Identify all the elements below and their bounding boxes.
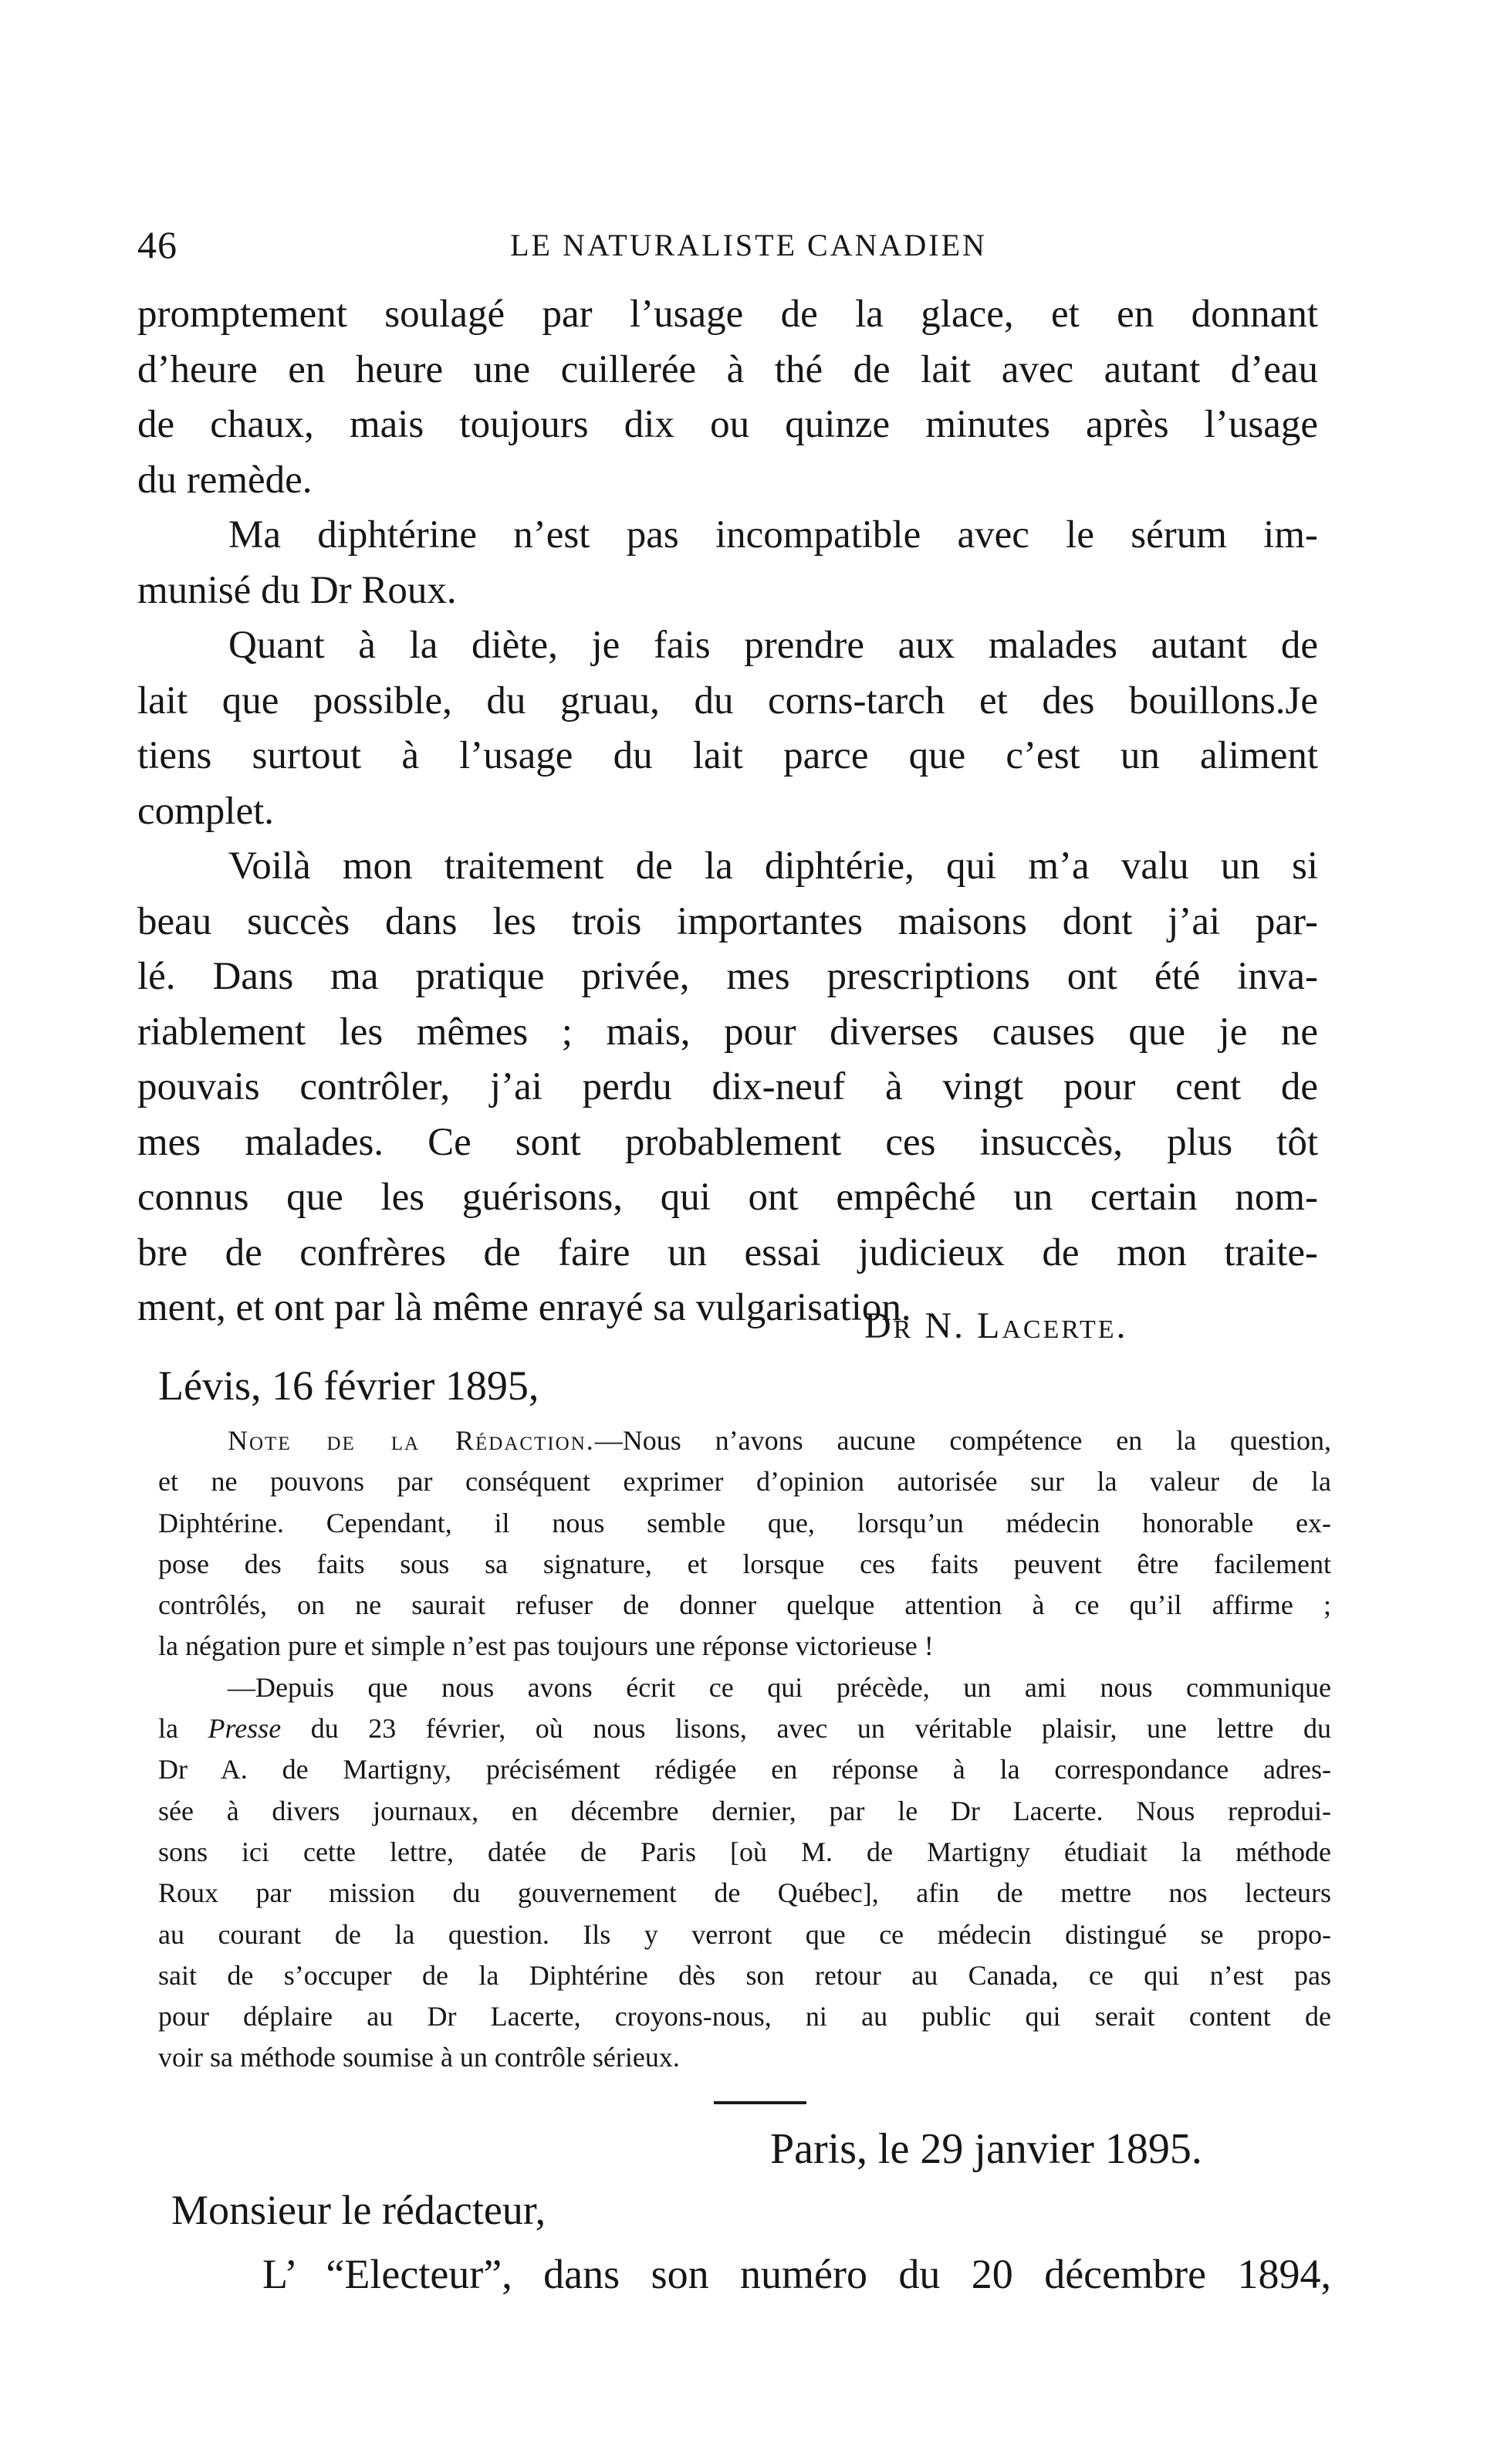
note-line (158, 1708, 1331, 1749)
body-line: complet. (137, 789, 275, 833)
note-line: et ne pouvons par conséquent exprimer d’opinion autorisée sur la valeur de la (158, 1466, 1331, 1498)
body-line: pouvais contrôler, j’ai perdu dix-neuf à vingt pour cent de (137, 1065, 1318, 1108)
note-line: pose des faits sous sa signature, et lorsque ces faits peuvent être facilement (158, 1548, 1331, 1579)
author-signature: Dr N. Lacerte. (864, 1305, 1128, 1346)
body-line: riablement les mêmes ; mais, pour diverses causes que je ne (137, 1010, 1318, 1054)
note-line: Roux par mission du gouvernement de Québec], afin de mettre nos lecteurs (158, 1877, 1331, 1909)
note-line: Diphtérine. Cependant, il nous semble que, lorsqu’un médecin honorable ex- (158, 1507, 1331, 1538)
page-number: 46 (137, 223, 177, 266)
note-line: sée à divers journaux, en décembre dernier, par le Dr Lacerte. Nous reprodui- (158, 1795, 1331, 1826)
body-line: du remède. (137, 458, 313, 502)
page-header (131, 215, 1335, 276)
body-line: Ma diphtérine n’est pas incompatible avec le sérum im- (228, 513, 1318, 557)
body-line: lé. Dans ma pratique privée, mes prescriptions ont été inva- (137, 955, 1318, 998)
body-line: lait que possible, du gruau, du corns-tarch et des bouillons.Je (137, 679, 1318, 723)
note-text: —Nous n’avons aucune compétence en la question, (594, 1425, 1331, 1456)
running-title: LE NATURALISTE CANADIEN (510, 228, 987, 262)
note-line: au courant de la question. Ils y verront que ce médecin distingué se propo- (158, 1918, 1331, 1950)
body-line: ment, et ont par là même enrayé sa vulgarisation. (137, 1286, 911, 1329)
body-line: Quant à la diète, je fais prendre aux malades autant de (228, 624, 1318, 667)
body-line: bre de confrères de faire un essai judicieux de mon traite- (137, 1230, 1318, 1274)
note-text: la (158, 1713, 178, 1745)
section-divider (714, 2101, 806, 2104)
body-line: tiens surtout à l’usage du lait parce que c’est un aliment (137, 734, 1318, 777)
body-line: beau succès dans les trois importantes maisons dont j’ai par- (137, 899, 1318, 943)
body-line: d’heure en heure une cuillerée à thé de lait avec autant d’eau (137, 347, 1318, 391)
note-text: du 23 février, où nous lisons, avec un véritable plaisir, une lettre du (310, 1713, 1332, 1745)
body-line: promptement soulagé par l’usage de la glace, et en donnant (137, 293, 1318, 336)
body-line: connus que les guérisons, qui ont empêché un certain nom- (137, 1176, 1318, 1219)
body-line: munisé du Dr Roux. (137, 568, 457, 612)
newspaper-title: Presse (208, 1713, 282, 1745)
note-line: pour déplaire au Dr Lacerte, croyons-nous, ni au public qui serait content de (158, 2001, 1331, 2032)
note-line: contrôlés, on ne saurait refuser de donner quelque attention à ce qu’il affirme ; (158, 1589, 1331, 1621)
note-line (158, 1420, 1331, 1461)
note-line: Dr A. de Martigny, précisément rédigée en réponse à la correspondance adres- (158, 1754, 1331, 1785)
note-line: —Depuis que nous avons écrit ce qui précède, un ami nous communique (228, 1671, 1331, 1703)
note-label: Note de la Rédaction. (228, 1425, 595, 1456)
letter-date: Paris, le 29 janvier 1895. (770, 2125, 1202, 2173)
dateline: Lévis, 16 février 1895, (158, 1362, 539, 1409)
body-text (137, 287, 1318, 1336)
note-line: voir sa méthode soumise à un contrôle sérieux. (158, 2042, 680, 2073)
body-line: de chaux, mais toujours dix ou quinze minutes après l’usage (137, 403, 1318, 446)
body-line: mes malades. Ce sont probablement ces insuccès, plus tôt (137, 1120, 1318, 1164)
note-line: la négation pure et simple n’est pas toujours une réponse victorieuse ! (158, 1630, 934, 1662)
body-line: Voilà mon traitement de la diphtérie, qui m’a valu un si (228, 844, 1318, 888)
letter-salutation: Monsieur le rédacteur, (171, 2187, 546, 2233)
note-line: sait de s’occuper de la Diphtérine dès son retour au Canada, ce qui n’est pas (158, 1959, 1331, 1991)
letter-first-line: L’ “Electeur”, dans son numéro du 20 décembre 1894, (262, 2251, 1331, 2297)
editor-note (158, 1420, 1331, 2079)
note-line: sons ici cette lettre, datée de Paris [où M. de Martigny étudiait la méthode (158, 1836, 1331, 1867)
